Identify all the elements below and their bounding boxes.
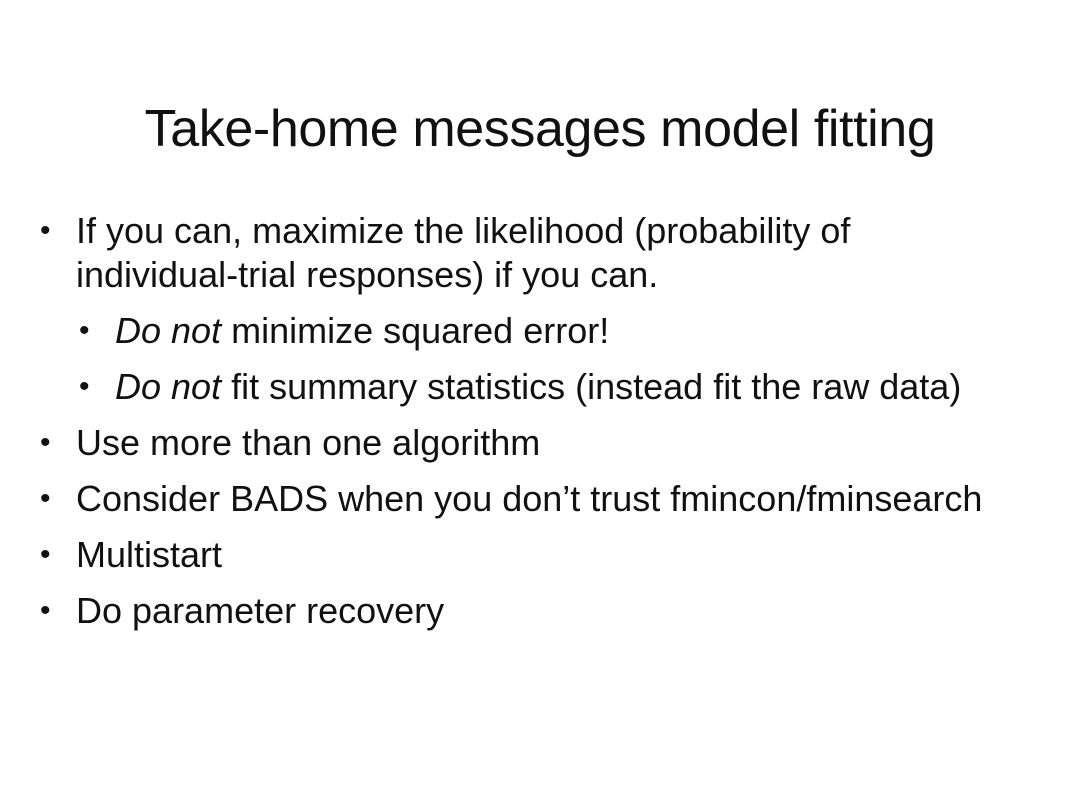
list-item-multiple-algorithms <box>40 421 541 465</box>
list-item-multistart <box>40 533 223 577</box>
list-item-text-line-2: individual-trial responses) if you can. <box>76 254 659 295</box>
list-item-parameter-recovery <box>40 589 445 633</box>
emphasis-text: Do not <box>115 366 222 407</box>
list-item-consider-bads <box>40 477 983 521</box>
list-item-text-line-1: If you can, maximize the likelihood (probability of <box>76 210 851 251</box>
list-item-text: fit summary statistics (instead fit the raw data) <box>221 366 962 407</box>
bullet-dot: • <box>40 538 51 571</box>
sub-list-item-squared-error <box>79 309 610 353</box>
bullet-dot: • <box>40 482 51 515</box>
list-item-text: Use more than one algorithm <box>76 422 541 463</box>
list-item-text: Consider BADS when you don’t trust fmincon/fminsearch <box>76 478 983 519</box>
list-item-text: Do parameter recovery <box>76 590 445 631</box>
bullet-dot: • <box>40 426 51 459</box>
list-item-maximize-likelihood <box>40 209 851 297</box>
bullet-dot: • <box>40 594 51 627</box>
sub-list-item-summary-statistics <box>79 365 962 409</box>
list-item-text: minimize squared error! <box>221 310 610 351</box>
list-item-text: Multistart <box>76 534 223 575</box>
bullet-dot: • <box>79 314 90 347</box>
emphasis-text: Do not <box>115 310 222 351</box>
slide-title: Take-home messages model fitting <box>144 100 936 158</box>
bullet-dot: • <box>79 370 90 403</box>
bullet-dot: • <box>40 214 51 247</box>
